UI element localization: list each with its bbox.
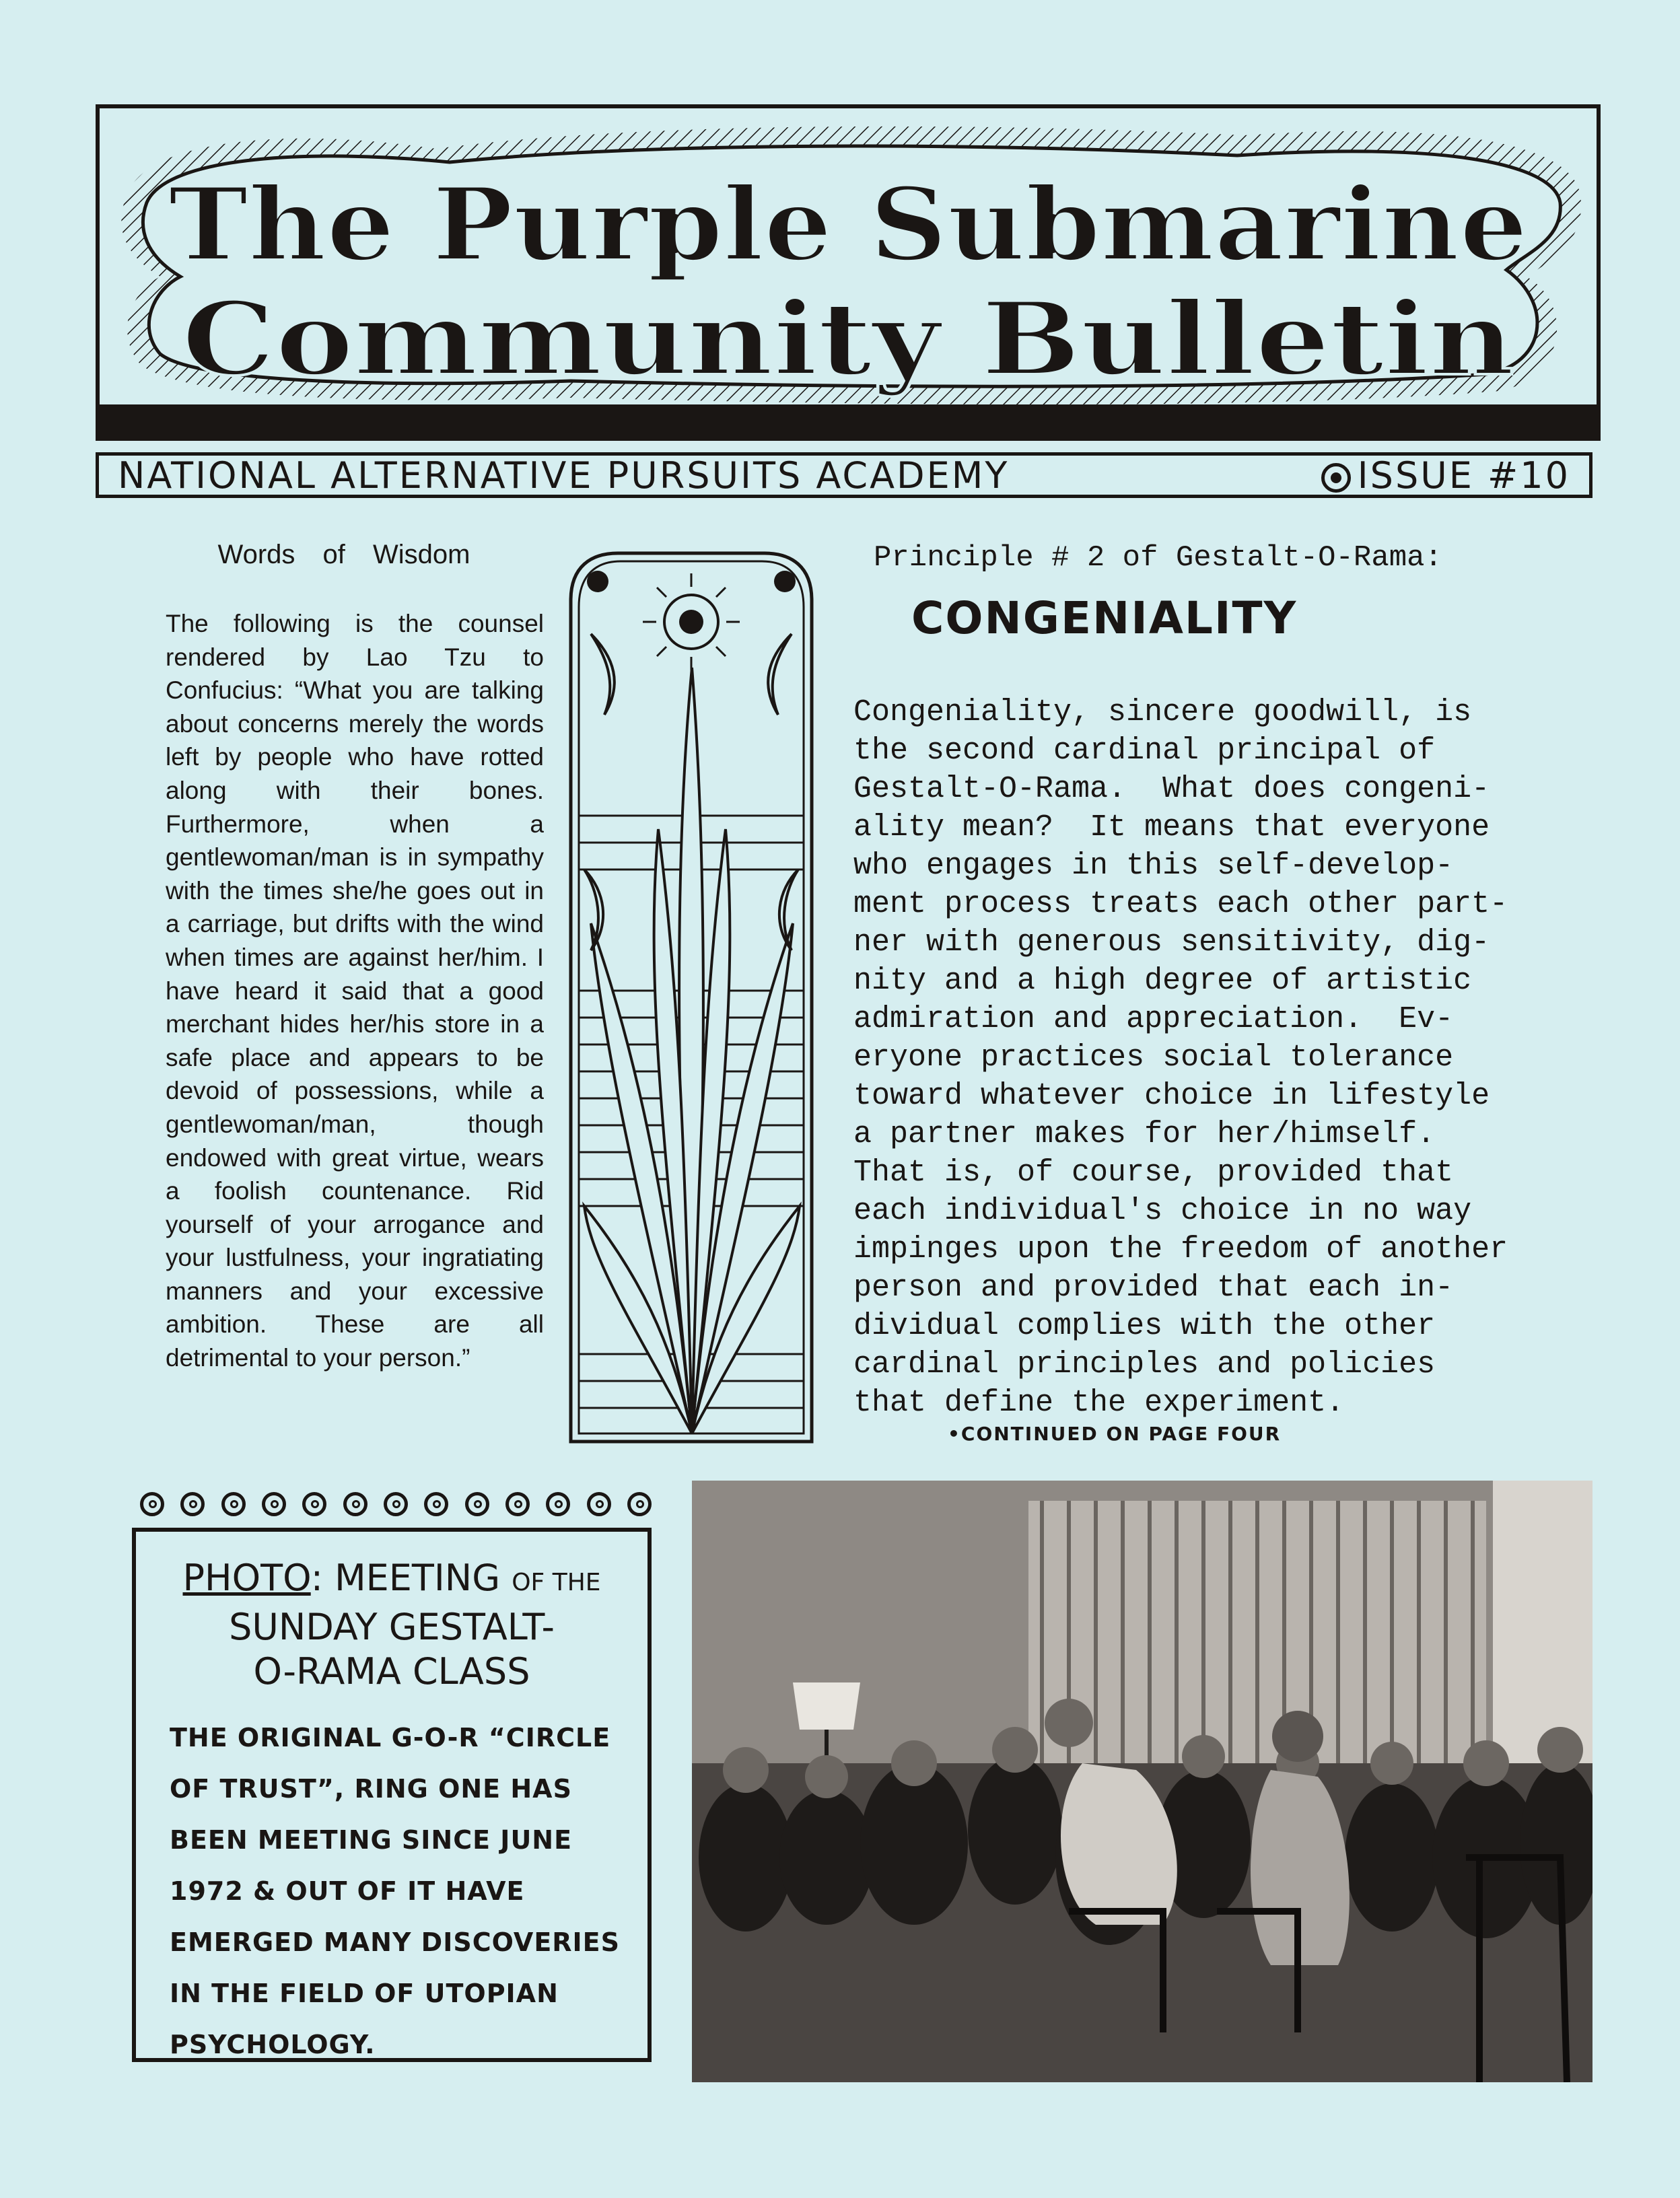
- issue-group: [1315, 454, 1570, 497]
- principle-heading: Principle # 2 of Gestalt-O-Rama:: [874, 541, 1442, 575]
- ring-icon: [343, 1492, 368, 1516]
- art-nouveau-flower-panel: [564, 546, 818, 1448]
- congeniality-title: CONGENIALITY: [911, 592, 1298, 644]
- caption-body: THE ORIGINAL G-O-R “CIRCLE OF TRUST”, RING ONE HAS BEEN MEETING SINCE JUNE 1972 & OUT OF IT HAVE EMERGED MANY DISCOVERIES IN THE FIELD OF UTOPIAN PSYCHOLOGY.: [170, 1723, 620, 2059]
- caption-label: PHOTO: [182, 1557, 311, 1599]
- caption-title-line3: O-RAMA CLASS: [253, 1650, 530, 1693]
- ring-icon: [424, 1492, 448, 1516]
- caption-title-line2: SUNDAY GESTALT-: [229, 1606, 555, 1648]
- caption-title-part1: MEETING: [335, 1557, 501, 1599]
- issue-number: ISSUE #10: [1357, 454, 1570, 497]
- photo-caption-box: [132, 1528, 652, 2062]
- ring-icon: [546, 1492, 570, 1516]
- congeniality-body: Congeniality, sincere goodwill, is the second cardinal principal of Gestalt-O-Rama. What does congeni- ality mean? It means that everyone who engages in this self-develop- ment process treats each other part- ner with generous sensitivity, dig- nity and a high degree of artistic admiration and appreciation. Ev- eryone practices social tolerance toward whatever choice in lifestyle a partner makes for her/himself. That is, of course, provided that each individual's choice in no way impinges upon the freedom of another person and provided that each in- dividual complies with the other cardinal principles and policies that define the experiment.: [853, 695, 1508, 1420]
- ring-icon: [384, 1492, 408, 1516]
- caption-title-of-the: OF THE: [512, 1569, 601, 1596]
- ring-icon: [587, 1492, 611, 1516]
- wisdom-body: The following is the counsel rendered by Lao Tzu to Confucius: “What you are talking about concerns merely the words left by people who have rotted along with their bones. Furthermore, when a gentlewoman/man is in sympathy with the times she/he goes out in a carriage, but drifts with the wind when times are against her/him. I have heard it said that a good merchant hides her/his store in a safe place and appears to be devoid of possessions, while a gentlewoman/man, though endowed with great virtue, wears a foolish countenance. Rid yourself of your arrogance and your lustfulness, your ingratiating manners and your excessive ambition. These are all detrimental to your person.”: [166, 610, 544, 1372]
- masthead-title-line2: Community Bulletin: [182, 280, 1514, 398]
- wisdom-heading: Words of Wisdom: [217, 540, 470, 569]
- ring-icon: [221, 1492, 246, 1516]
- continued-on-page-four: •CONTINUED ON PAGE FOUR: [948, 1423, 1282, 1445]
- masthead-title-line1: The Purple Submarine: [168, 166, 1528, 284]
- masthead-hatching: [100, 108, 1597, 437]
- masthead: [96, 104, 1601, 441]
- ring-icon: [140, 1492, 164, 1516]
- ring-icon: [505, 1492, 530, 1516]
- ring-decoration-row: [140, 1487, 652, 1521]
- ring-icon: [262, 1492, 286, 1516]
- group-meeting-photo: [692, 1481, 1593, 2082]
- ring-icon: [180, 1492, 205, 1516]
- target-dot-icon: [1321, 463, 1351, 493]
- ring-icon: [465, 1492, 489, 1516]
- caption-title: PHOTO: MEETING OF THE SUNDAY GESTALT- O-RAMA CLASS: [182, 1557, 601, 1693]
- ring-icon: [627, 1492, 652, 1516]
- ring-icon: [302, 1492, 326, 1516]
- organization-name: NATIONAL ALTERNATIVE PURSUITS ACADEMY: [118, 454, 1010, 497]
- subtitle-bar: [96, 452, 1593, 498]
